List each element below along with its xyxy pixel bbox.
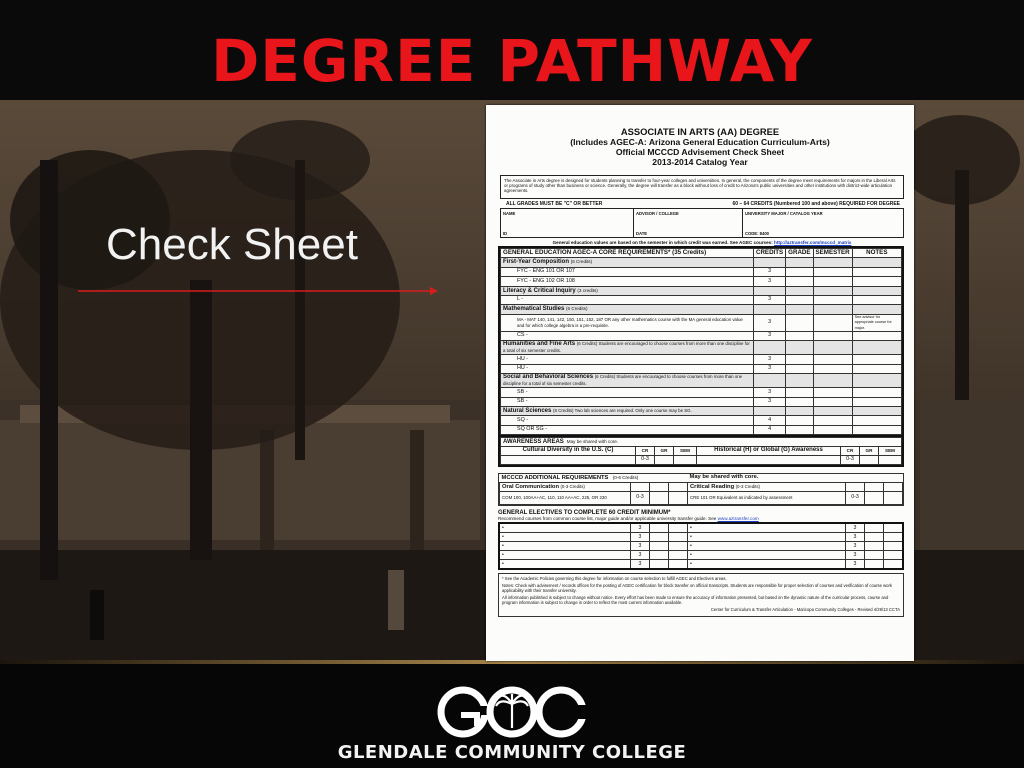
elective-bullet[interactable]: • [499, 551, 631, 560]
grade-cell[interactable] [786, 331, 813, 340]
row-label: SQ OR SG - [501, 425, 754, 434]
mcccd-additional-table [498, 473, 904, 506]
row-label: MA - MAT 140, 141, 142, 150, 151, 152, 187 OR any other mathematics course with the MA general education value and for which college algebra is a pre-requisite. [501, 314, 754, 331]
agec-link[interactable]: http://aztransfer.com/mcccd_matrix [774, 240, 852, 245]
grade-cell[interactable] [650, 492, 669, 505]
section-fyc [501, 258, 902, 267]
grade-cell[interactable] [650, 551, 669, 560]
grade-cell[interactable] [865, 533, 884, 542]
doc-intro: The Associate in Arts degree is designed for students planning to transfer to four-year colleges and universities. In general, the components of the degree meet requirements for majors in the Liberal Arts or programs of study other than business or science. Generally, the degree will transfer as a block without loss of credit to Arizona's public universities and other institutions with district-wide articulation agreements. [500, 175, 904, 199]
literacy-heading: Literacy & Critical Inquiry [503, 287, 576, 294]
row-credits: 3 [754, 397, 786, 406]
elective-bullet[interactable]: • [688, 560, 846, 570]
awareness-heading: AWARENESS AREAS [503, 438, 564, 445]
row-label: CS - [501, 331, 754, 340]
section-humanities [501, 341, 902, 355]
date-label: DATE [636, 231, 648, 236]
oral-heading: Oral Communication [502, 483, 560, 490]
doc-subtitle: (Includes AGEC-A: Arizona General Education Curriculum-Arts) [570, 137, 830, 147]
social-heading: Social and Behavioral Sciences [503, 374, 594, 381]
row-credits: 3 [754, 331, 786, 340]
general-electives-section [498, 510, 904, 570]
table-row [499, 523, 903, 533]
student-info-box [500, 208, 904, 238]
table-row [499, 560, 903, 570]
advisor-label: ADVISOR / COLLEGE [636, 211, 679, 216]
humanities-heading: Humanities and Fine Arts [503, 341, 576, 348]
section-science [501, 406, 902, 415]
notes-cell[interactable] [852, 267, 901, 276]
notes-cell[interactable] [852, 397, 901, 406]
fyc-heading: First-Year Composition [503, 259, 570, 266]
grade-cell[interactable] [650, 542, 669, 551]
table-row [501, 388, 902, 397]
table-row [501, 314, 902, 331]
notes-cell[interactable] [852, 355, 901, 364]
semester-cell[interactable] [813, 388, 852, 397]
semester-cell[interactable] [884, 492, 903, 505]
electives-table [498, 522, 904, 570]
semester-cell[interactable] [813, 425, 852, 434]
elective-bullet[interactable]: • [688, 551, 846, 560]
col-sem: SEM [674, 447, 697, 456]
row-credits: 3 [754, 364, 786, 373]
credit-requirement: 60 – 64 CREDITS (Numbered 100 and above) REQUIRED FOR DEGREE [732, 200, 900, 207]
mcccd-heading: MCCCD ADDITIONAL REQUIREMENTS [501, 474, 609, 481]
elective-bullet[interactable]: • [688, 523, 846, 533]
gen-ed-note-text: General education values are based on the semester in which credit was earned. See AGEC courses: [552, 240, 773, 245]
advisor-field[interactable] [634, 209, 743, 237]
semester-cell[interactable] [884, 542, 904, 551]
doc-subtitle-2: Official MCCCD Advisement Check Sheet [615, 147, 785, 157]
row-credits: 3 [754, 277, 786, 286]
grade-cell[interactable] [650, 533, 669, 542]
critical-reading-row-label: CRE 101 OR Equivalent as indicated by assessment [688, 492, 846, 505]
elective-bullet[interactable]: • [499, 542, 631, 551]
semester-cell[interactable] [813, 364, 852, 373]
row-label: FYC - ENG 101 OR 107 [501, 267, 754, 276]
grade-cell[interactable] [865, 492, 884, 505]
semester-cell[interactable] [669, 533, 688, 542]
grade-cell[interactable] [786, 355, 813, 364]
grade-cell[interactable] [786, 416, 813, 425]
grade-cell[interactable] [860, 456, 879, 465]
cultural-diversity-label: Cultural Diversity in the U.S. (C) [501, 447, 636, 456]
gen-ed-note [500, 240, 904, 245]
doc-catalog-year: 2013-2014 Catalog Year [652, 157, 748, 167]
electives-sub [498, 516, 904, 521]
notes-cell[interactable] [852, 425, 901, 434]
col-semester: SEMESTER [813, 249, 852, 258]
red-arrow-icon [78, 283, 440, 295]
elective-credits: 3 [631, 560, 650, 570]
notes-cell[interactable] [852, 364, 901, 373]
grade-cell[interactable] [786, 314, 813, 331]
semester-cell[interactable] [669, 551, 688, 560]
university-field[interactable] [743, 209, 903, 237]
grade-cell[interactable] [786, 425, 813, 434]
science-heading: Natural Sciences [503, 407, 552, 414]
section-social [501, 374, 902, 388]
grade-credit-row [500, 199, 904, 208]
semester-cell[interactable] [813, 331, 852, 340]
id-label: ID [503, 231, 508, 236]
name-field[interactable] [501, 209, 634, 237]
grade-cell[interactable] [865, 542, 884, 551]
col-cr: CR [841, 447, 860, 456]
check-sheet-document [486, 105, 914, 661]
semester-cell[interactable] [813, 314, 852, 331]
row-label: SB - [501, 388, 754, 397]
grade-cell[interactable] [786, 267, 813, 276]
math-credits: (6 Credits) [566, 306, 588, 312]
elective-bullet[interactable]: • [688, 533, 846, 542]
literacy-credits: (3 credits) [577, 287, 598, 293]
elective-credits: 3 [846, 560, 865, 570]
elective-credits: 3 [846, 551, 865, 560]
critical-reading-credits-value: 0-3 [846, 492, 865, 505]
grade-cell[interactable] [865, 551, 884, 560]
semester-cell[interactable] [813, 267, 852, 276]
row-credits: 3 [754, 355, 786, 364]
historical-credits: 0-3 [841, 456, 860, 465]
slide-title: DEGREE PATHWAY [211, 27, 813, 95]
oral-row-label: COM 100, 100AA+AC, 110, 110 AA+AC, 225, OR 230 [500, 492, 631, 505]
semester-cell[interactable] [884, 551, 904, 560]
footnote-1: * See the Academic Policies governing this degree for information on course selection to fulfill AGEC and Electives areas. [502, 576, 727, 582]
doc-footnotes [498, 573, 904, 617]
notes-cell[interactable] [852, 295, 901, 304]
col-gr: GR [655, 447, 674, 456]
code-label: CODE: 8400 [745, 231, 769, 236]
awareness-sub: May be shared with core. [566, 438, 619, 444]
elective-bullet[interactable]: • [688, 542, 846, 551]
table-row [501, 267, 902, 276]
awareness-table [498, 437, 904, 467]
mcccd-credits: (0-6 Credits) [612, 474, 639, 480]
grade-cell[interactable] [786, 364, 813, 373]
table-row [499, 533, 903, 542]
oral-credits-value: 0-3 [631, 492, 650, 505]
humanities-credits: (6 Credits) Students are encouraged to choose courses from more than one discipline for a total of six semester credits. [503, 341, 750, 353]
row-credits: 4 [754, 425, 786, 434]
table-row [501, 277, 902, 286]
grade-cell[interactable] [650, 523, 669, 533]
historical-global-label: Historical (H) or Global (G) Awareness [697, 447, 841, 456]
semester-cell[interactable] [884, 533, 904, 542]
doc-header [486, 127, 914, 167]
semester-cell[interactable] [813, 416, 852, 425]
table-row [499, 551, 903, 560]
section-math [501, 305, 902, 314]
grade-cell[interactable] [786, 397, 813, 406]
elective-bullet[interactable]: • [499, 560, 631, 570]
math-heading: Mathematical Studies [503, 306, 565, 313]
elective-credits: 3 [631, 523, 650, 533]
table-row [501, 355, 902, 364]
grade-cell[interactable] [786, 277, 813, 286]
row-credits: 4 [754, 416, 786, 425]
row-credits: 3 [754, 267, 786, 276]
row-label: HU - [501, 364, 754, 373]
row-label: FYC - ENG 102 OR 108 [501, 277, 754, 286]
semester-cell[interactable] [879, 456, 902, 465]
col-notes: NOTES [852, 249, 901, 258]
elective-credits: 3 [846, 542, 865, 551]
title-bar [0, 0, 1024, 100]
elective-credits: 3 [631, 551, 650, 560]
row-credits: 3 [754, 295, 786, 304]
aztransfer-link[interactable]: www.aztransfer.com [717, 516, 759, 522]
elective-credits: 3 [846, 533, 865, 542]
semester-cell[interactable] [813, 277, 852, 286]
row-credits: 3 [754, 314, 786, 331]
grade-cell[interactable] [865, 560, 884, 570]
university-label: UNIVERSITY MAJOR / CATALOG YEAR [745, 211, 823, 216]
elective-credits: 3 [631, 542, 650, 551]
college-name: GLENDALE COMMUNITY COLLEGE [337, 742, 687, 763]
table-row [501, 397, 902, 406]
row-label: SQ - [501, 416, 754, 425]
semester-cell[interactable] [884, 560, 904, 570]
col-sem: SEM [879, 447, 902, 456]
section-literacy [501, 286, 902, 295]
grade-cell[interactable] [865, 523, 884, 533]
table-row [501, 295, 902, 304]
core-header: GENERAL EDUCATION AGEC-A CORE REQUIREMENTS* (35 Credits) [501, 249, 754, 258]
table-row [501, 331, 902, 340]
critical-reading-heading: Critical Reading [690, 483, 735, 490]
row-label: L - [501, 295, 754, 304]
cultural-credits: 0-3 [636, 456, 655, 465]
table-row [499, 542, 903, 551]
elective-credits: 3 [631, 533, 650, 542]
grade-cell[interactable] [655, 456, 674, 465]
elective-credits: 3 [846, 523, 865, 533]
name-label: NAME [503, 211, 516, 216]
fyc-credits: (6 Credits) [570, 259, 593, 265]
elective-bullet[interactable]: • [499, 533, 631, 542]
semester-cell[interactable] [669, 560, 688, 570]
grade-requirement: ALL GRADES MUST BE "C" OR BETTER [506, 200, 603, 207]
semester-cell[interactable] [813, 355, 852, 364]
semester-cell[interactable] [813, 397, 852, 406]
doc-title: ASSOCIATE IN ARTS (AA) DEGREE [620, 126, 780, 137]
col-cr: CR [636, 447, 655, 456]
notes-cell[interactable] [852, 277, 901, 286]
oral-credits: (0-3 Credits) [560, 483, 585, 489]
notes-cell[interactable] [852, 416, 901, 425]
grade-cell[interactable] [786, 388, 813, 397]
notes-cell[interactable] [852, 331, 901, 340]
semester-cell[interactable] [669, 542, 688, 551]
grade-cell[interactable] [650, 560, 669, 570]
semester-cell[interactable] [813, 295, 852, 304]
footnote-2: Notes: Check with advisement / records offices for the posting of AGEC certification for block transfer on official transcripts. Students are responsible for proper selection of courses and verification of course work applicability with their transfer university. [502, 583, 892, 594]
row-label: SB - [501, 397, 754, 406]
slide-subtitle: Check Sheet [106, 220, 358, 269]
col-gr: GR [860, 447, 879, 456]
electives-sub-text: Recommend courses from common course list, major guide and/or applicable university transfer guide. See [498, 516, 717, 522]
footnote-3: All information published is subject to change without notice. Every effort has been made to ensure the accuracy of information presented, but based on the dynamic nature of the curricular process, course and program information is subject to change in order to reflect the most current information available. [502, 595, 889, 606]
electives-heading: GENERAL ELECTIVES TO COMPLETE 60 CREDIT MINIMUM* [498, 510, 671, 517]
table-row [501, 364, 902, 373]
social-credits: (6 Credits) Students are encouraged to choose courses from more than one discipline for a total of six semester credits. [503, 374, 743, 386]
notes-cell[interactable] [852, 388, 901, 397]
elective-bullet[interactable]: • [499, 523, 631, 533]
table-row [501, 425, 902, 434]
footnote-credit: Center for Curriculum & Transfer Articulation - Maricopa Community Colleges - Revised 4/29/13 CCTA [710, 607, 900, 613]
semester-cell[interactable] [669, 523, 688, 533]
notes-cell: See advisor for appropriate course for major. [852, 314, 901, 331]
col-credits: CREDITS [754, 249, 786, 258]
mcccd-shared: May be shared with core. [689, 474, 759, 481]
row-label: HU - [501, 355, 754, 364]
core-requirements-table [498, 246, 904, 437]
science-credits: (8 Credits) Two lab sciences are required. Only one course may be SG. [553, 407, 692, 413]
grade-cell[interactable] [786, 295, 813, 304]
semester-cell[interactable] [884, 523, 904, 533]
semester-cell[interactable] [674, 456, 697, 465]
row-credits: 3 [754, 388, 786, 397]
gcc-logo-icon [436, 684, 588, 740]
critical-reading-credits: (0-3 Credits) [735, 483, 760, 489]
semester-cell[interactable] [669, 492, 688, 505]
table-row [501, 416, 902, 425]
col-grade: GRADE [786, 249, 813, 258]
